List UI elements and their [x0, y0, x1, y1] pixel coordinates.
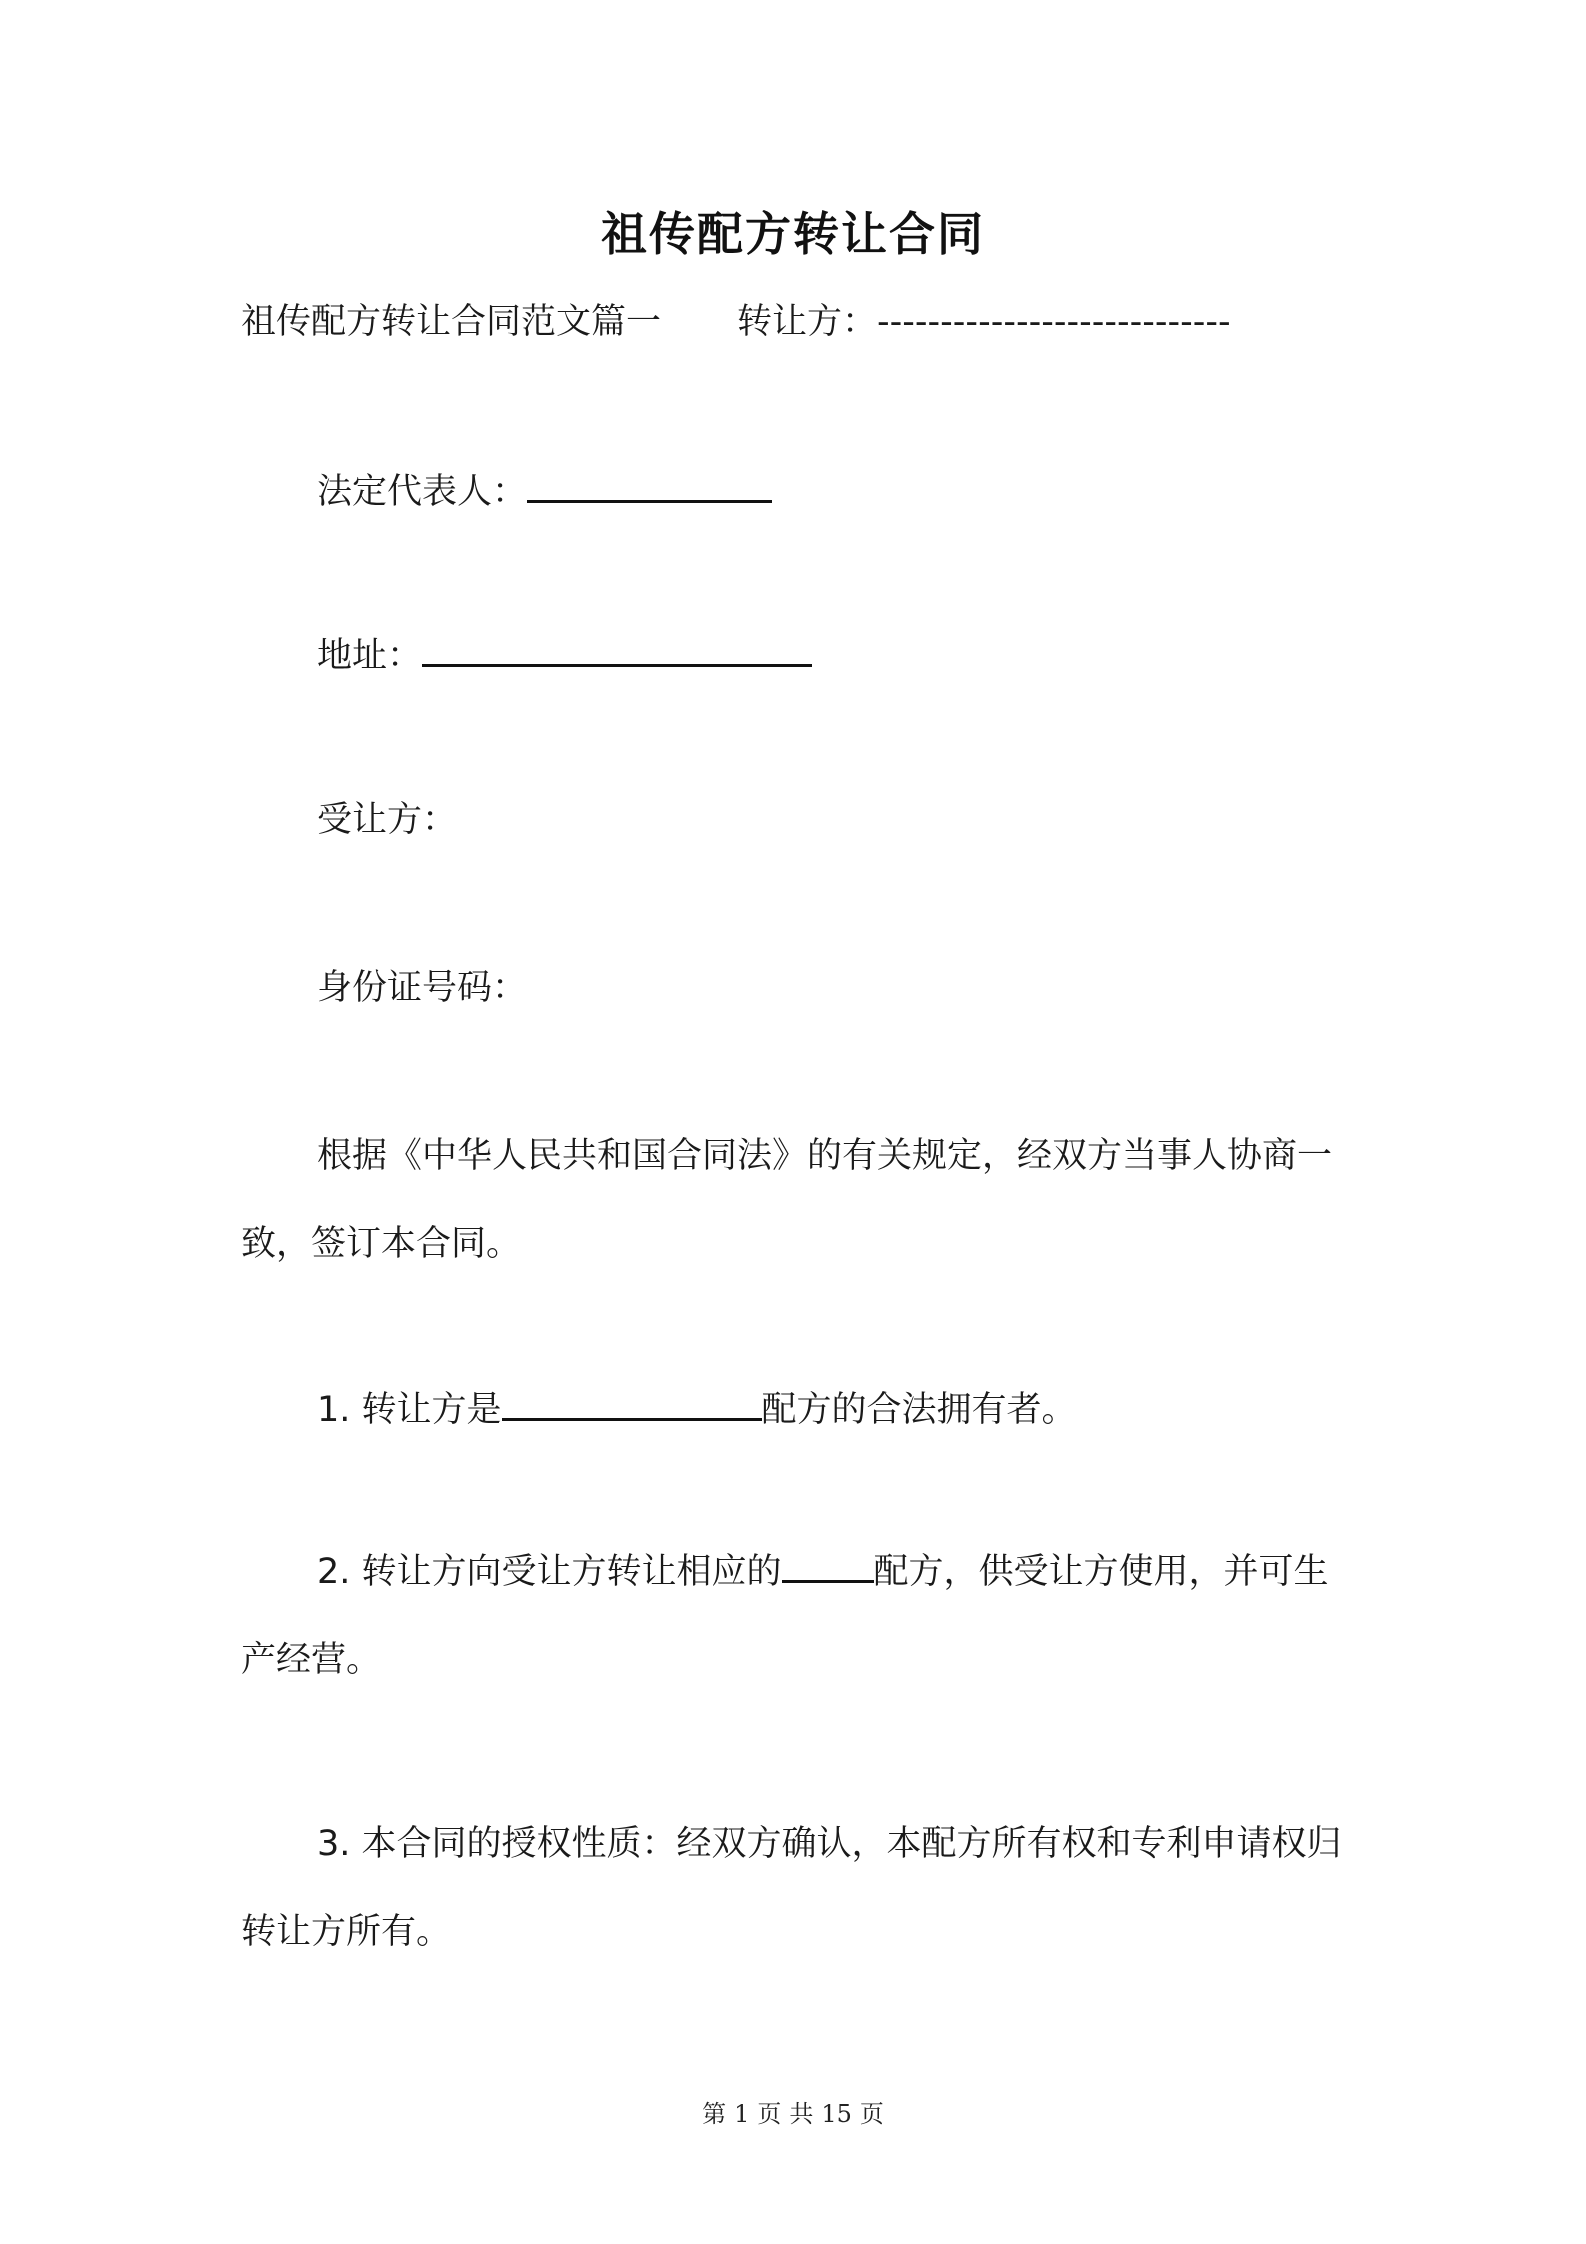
- footer-page-end: 页: [859, 2100, 884, 2128]
- footer-page-prefix: 第: [702, 2100, 727, 2128]
- clause-1-blank[interactable]: [502, 1384, 762, 1421]
- transferor-dashes: ----------------------------: [877, 302, 1231, 342]
- preamble-paragraph: 根据《中华人民共和国合同法》的有关规定，经双方当事人协商一致，签订本合同。: [241, 1136, 1333, 1264]
- footer-page-word: 页: [757, 2100, 782, 2128]
- transferor-label: 转让方：: [737, 302, 878, 342]
- clause-2: [241, 1528, 1356, 1704]
- clause-3: 3. 本合同的授权性质：经双方确认，本配方所有权和专利申请权归转让方所有。: [241, 1824, 1342, 1952]
- footer-total-word: 共: [789, 2100, 814, 2128]
- id-number-label: 身份证号码：: [317, 968, 528, 1008]
- clause-2-prefix: 2. 转让方向受让方转让相应的: [317, 1552, 782, 1592]
- document-title: 祖传配方转让合同: [601, 207, 985, 261]
- legal-rep-label: 法定代表人：: [317, 472, 528, 512]
- id-number-line: [317, 966, 527, 1010]
- address-line: [317, 630, 812, 678]
- footer-current-page: 1: [734, 2100, 750, 2128]
- intro-heading: 祖传配方转让合同范文篇一: [241, 302, 662, 342]
- address-label: 地址：: [317, 636, 423, 676]
- clause-1: [317, 1384, 1077, 1432]
- page-footer: [0, 2094, 1586, 2129]
- clause-2-blank[interactable]: [782, 1546, 874, 1583]
- clause-2-suffix: 配方，供受让方使用，并可生产经营。: [241, 1552, 1329, 1680]
- clause-1-suffix: 配方的合法拥有者。: [761, 1390, 1077, 1430]
- footer-total-pages: 15: [821, 2100, 852, 2128]
- clause-1-prefix: 1. 转让方是: [317, 1390, 502, 1430]
- legal-rep-blank[interactable]: [527, 466, 772, 503]
- intro-line: [241, 300, 1231, 344]
- transferee-label: 受让方：: [317, 800, 458, 840]
- legal-rep-line: [317, 466, 772, 514]
- transferee-line: [317, 798, 457, 842]
- address-blank[interactable]: [422, 630, 812, 667]
